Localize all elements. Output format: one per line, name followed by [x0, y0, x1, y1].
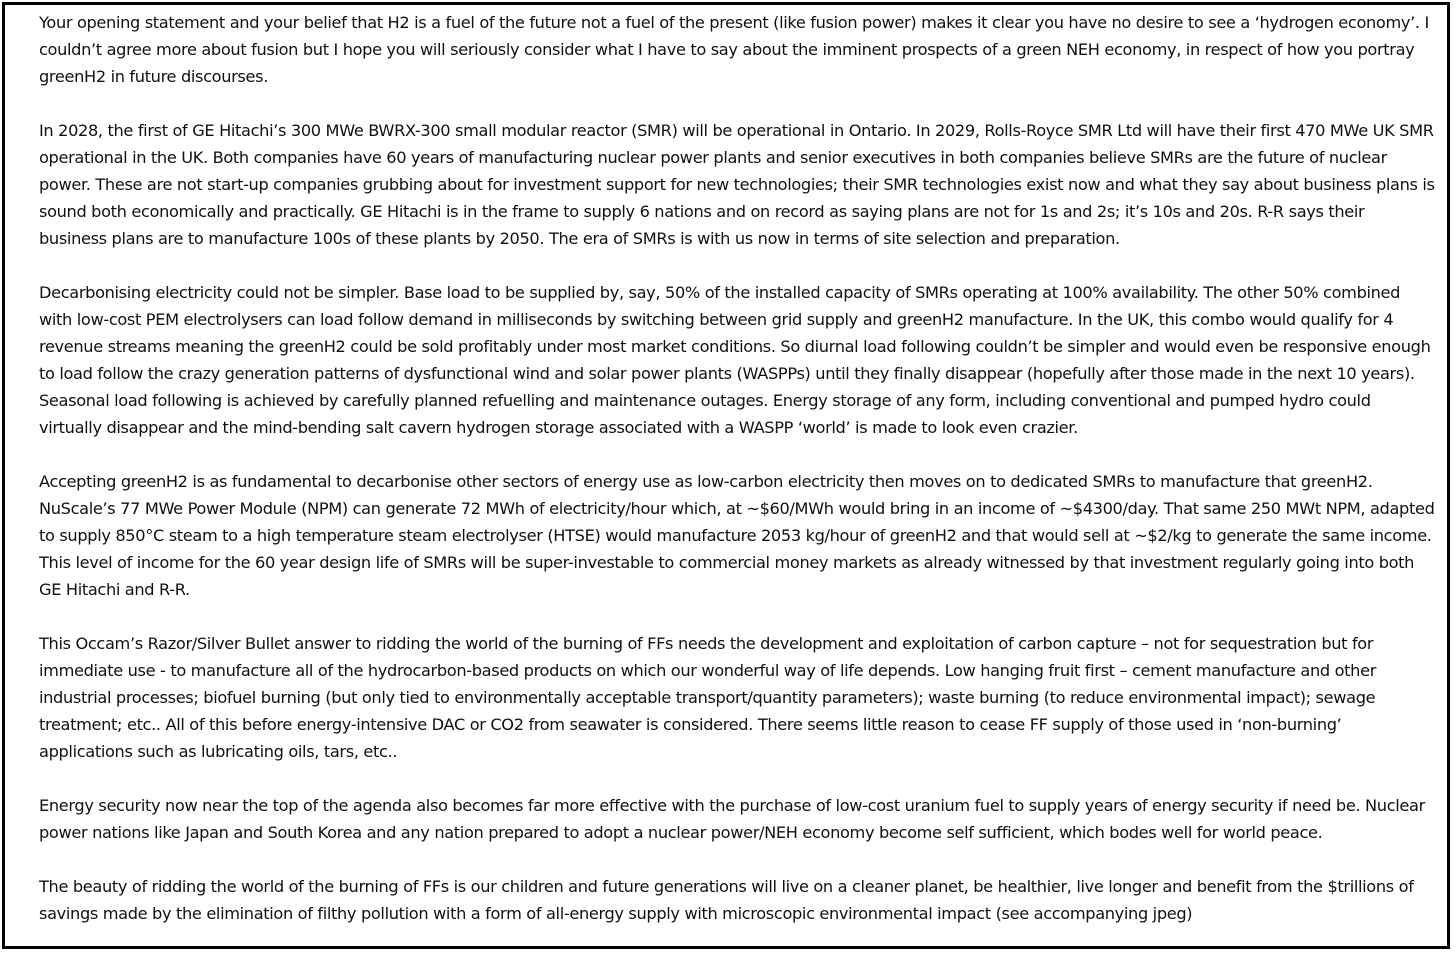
paragraph-carbon-capture: This Occam’s Razor/Silver Bullet answer to ridding the world of the burning of FFs needs the development and exploitation of carbon capture – not for sequestration but for immediate use - to manufacture all of the hydrocarbon-based products on which our wonderful way of life depends. Low hanging fruit first – cement manufacture and other industrial processes; biofuel burning (but only tied to environmentally acceptable transport/quantity parameters); waste burning (to reduce environmental impact); sewage treatment; etc.. All of this before energy-intensive DAC or CO2 from seawater is considered. There seems little reason to cease FF supply of those used in ‘non-burning’ applications such as lubricating oils, tars, etc..	[39, 634, 1377, 761]
paragraph-decarbonising-electricity: Decarbonising electricity could not be simpler. Base load to be supplied by, say, 50% of the installed capacity of SMRs operating at 100% availability. The other 50% combined with low-cost PEM electrolysers can load follow demand in milliseconds by switching between grid supply and greenH2 manufacture. In the UK, this combo would qualify for 4 revenue streams meaning the greenH2 could be sold profitably under most market conditions. So diurnal load following couldn’t be simpler and would even be responsive enough to load follow the crazy generation patterns of dysfunctional wind and solar power plants (WASPPs) until they finally disappear (hopefully after those made in the next 10 years). Seasonal load following is achieved by carefully planned refuelling and maintenance outages. Energy storage of any form, including conventional and pumped hydro could virtually disappear and the mind-bending salt cavern hydrogen storage associated with a WASPP ‘world’ is made to look even crazier.	[39, 283, 1431, 437]
paragraph-smr-companies: In 2028, the first of GE Hitachi’s 300 MWe BWRX-300 small modular reactor (SMR) will be operational in Ontario. In 2029, Rolls-Royce SMR Ltd will have their first 470 MWe UK SMR operational in the UK. Both companies have 60 years of manufacturing nuclear power plants and senior executives in both companies believe SMRs are the future of nuclear power. These are not start-up companies grubbing about for investment support for new technologies; their SMR technologies exist now and what they say about business plans is sound both economically and practically. GE Hitachi is in the frame to supply 6 nations and on record as saying plans are not for 1s and 2s; it’s 10s and 20s. R-R says their business plans are to manufacture 100s of these plants by 2050. The era of SMRs is with us now in terms of site selection and preparation.	[39, 121, 1435, 248]
paragraph-conclusion: The beauty of ridding the world of the burning of FFs is our children and future generations will live on a cleaner planet, be healthier, live longer and benefit from the $trillions of savings made by the elimination of filthy pollution with a form of all-energy supply with microscopic environmental impact (see accompanying jpeg)	[39, 877, 1414, 923]
document-frame	[2, 2, 1450, 949]
paragraph-opening-statement: Your opening statement and your belief that H2 is a fuel of the future not a fuel of the present (like fusion power) makes it clear you have no desire to see a ‘hydrogen economy’. I couldn’t agree more about fusion but I hope you will seriously consider what I have to say about the imminent prospects of a green NEH economy, in respect of how you portray greenH2 in future discourses.	[39, 13, 1429, 86]
paragraph-energy-security: Energy security now near the top of the agenda also becomes far more effective with the purchase of low-cost uranium fuel to supply years of energy security if need be. Nuclear power nations like Japan and South Korea and any nation prepared to adopt a nuclear power/NEH economy become self sufficient, which bodes well for world peace.	[39, 796, 1425, 842]
document-body	[39, 9, 1435, 927]
paragraph-greenh2-income: Accepting greenH2 is as fundamental to decarbonise other sectors of energy use as low-carbon electricity then moves on to dedicated SMRs to manufacture that greenH2. NuScale’s 77 MWe Power Module (NPM) can generate 72 MWh of electricity/hour which, at ~$60/MWh would bring in an income of ~$4300/day. That same 250 MWt NPM, adapted to supply 850°C steam to a high temperature steam electrolyser (HTSE) would manufacture 2053 kg/hour of greenH2 and that would sell at ~$2/kg to generate the same income. This level of income for the 60 year design life of SMRs will be super-investable to commercial money markets as already witnessed by that investment regularly going into both GE Hitachi and R-R.	[39, 472, 1435, 599]
